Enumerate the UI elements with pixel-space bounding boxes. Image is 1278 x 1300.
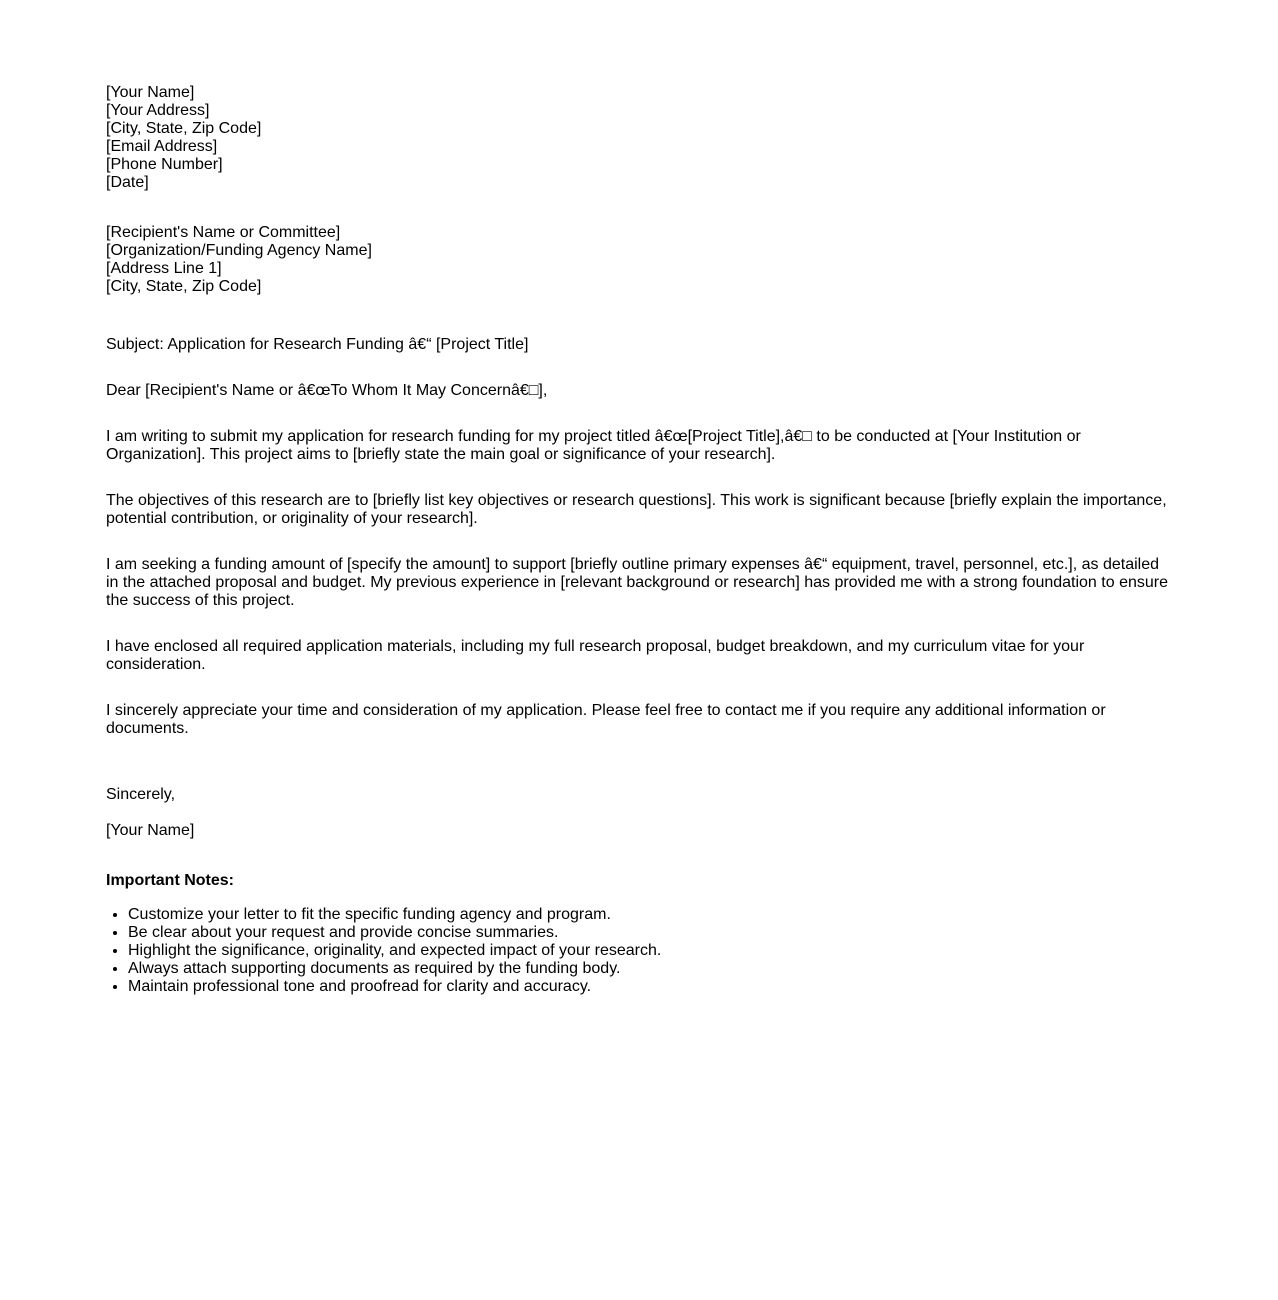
body-paragraph-materials: I have enclosed all required application materials, including my full research proposal, budget breakdown, and my curriculum vitae for your consideration.: [106, 638, 1085, 673]
recipient-name: [Recipient's Name or Committee]: [106, 224, 341, 241]
recipient-address-block: [106, 224, 1172, 296]
list-item: • Always attach supporting documents as required by the funding body.: [128, 960, 1172, 978]
body-paragraph-funding: I am seeking a funding amount of [specify the amount] to support [briefly outline primary expenses â€“ equipment, travel, personnel, etc.], as detailed in the attached proposal and budget. My previous experience in [relevant background or research] has provided me with a strong foundation to ensure the success of this project.: [106, 556, 1168, 609]
letter-date: [Date]: [106, 174, 149, 191]
sender-name: [Your Name]: [106, 84, 195, 101]
letter-salutation: Dear [Recipient's Name or â€œTo Whom It May Concernâ€□],: [106, 382, 548, 399]
recipient-organization: [Organization/Funding Agency Name]: [106, 242, 372, 259]
letter-subject: Subject: Application for Research Funding â€“ [Project Title]: [106, 336, 529, 353]
body-paragraph-appreciation: I sincerely appreciate your time and consideration of my application. Please feel free to contact me if you require any additional information or documents.: [106, 702, 1106, 737]
notes-list: [106, 906, 1172, 996]
letter-closing: Sincerely,: [106, 786, 176, 803]
sender-address-block: [106, 84, 1172, 192]
sender-address: [Your Address]: [106, 102, 210, 119]
letter-signature: [Your Name]: [106, 822, 195, 839]
list-item: • Maintain professional tone and proofread for clarity and accuracy.: [128, 978, 1172, 996]
sender-email: [Email Address]: [106, 138, 218, 155]
body-paragraph-objectives: The objectives of this research are to [briefly list key objectives or research questions]. This work is significant because [briefly explain the importance, potential contribution, or originality of your research].: [106, 492, 1167, 527]
sender-city-state-zip: [City, State, Zip Code]: [106, 120, 262, 137]
notes-heading: Important Notes:: [106, 872, 234, 889]
list-item: • Be clear about your request and provide concise summaries.: [128, 924, 1172, 942]
recipient-address-line: [Address Line 1]: [106, 260, 222, 277]
list-item: • Highlight the significance, originality, and expected impact of your research.: [128, 942, 1172, 960]
list-item: • Customize your letter to fit the specific funding agency and program.: [128, 906, 1172, 924]
recipient-city-state-zip: [City, State, Zip Code]: [106, 278, 262, 295]
sender-phone: [Phone Number]: [106, 156, 223, 173]
body-paragraph-intro: I am writing to submit my application for research funding for my project titled â€œ[Project Title],â€□ to be conducted at [Your Institution or Organization]. This project aims to [briefly state the main goal or significance of your research].: [106, 428, 1081, 463]
